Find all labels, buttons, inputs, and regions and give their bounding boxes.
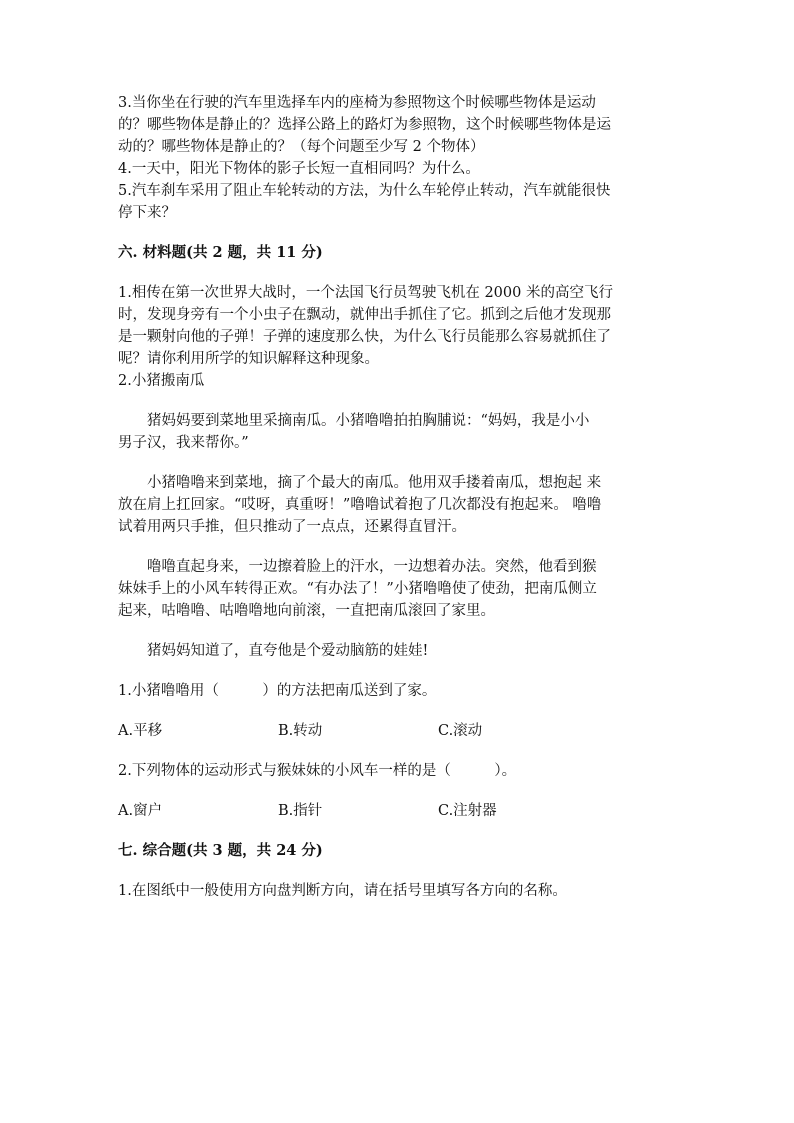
- text-line: 时，发现身旁有一个小虫子在飘动，就伸出手抓住了它。抓到之后他才发现那: [118, 307, 611, 323]
- option-c: C.注射器: [438, 803, 497, 819]
- text-line: 4.一天中，阳光下物体的影子长短一直相同吗？为什么。: [118, 161, 480, 177]
- story-line: 猪妈妈要到菜地里采摘南瓜。小猪噜噜拍拍胸脯说：“妈妈，我是小小: [147, 413, 590, 429]
- text-line: 呢？请你利用所学的知识解释这种现象。: [118, 351, 379, 367]
- section-6-title: 六. 材料题(共 2 题，共 11 分): [118, 244, 323, 261]
- document-page: [118, 92, 678, 902]
- option-b: B.指针: [278, 803, 323, 819]
- text-line: 动的？哪些物体是静止的？（每个问题至少写 2 个物体）: [118, 139, 485, 155]
- sub-question-2-options: [118, 800, 678, 822]
- sub-question-1-options: [118, 720, 678, 742]
- material-question-1: [118, 282, 678, 370]
- story-line: 小猪噜噜来到菜地，摘了个最大的南瓜。他用双手搂着南瓜，想抱起 来: [147, 475, 602, 491]
- story-line: 猪妈妈知道了，直夸他是个爱动脑筋的娃娃!: [147, 643, 429, 659]
- story-text: [118, 392, 678, 662]
- story-line: 妹妹手上的小风车转得正欢。“有办法了！”小猪噜噜使了使劲，把南瓜侧立: [118, 581, 597, 597]
- text-line: 是一颗射向他的子弹！子弹的速度那么快，为什么飞行员能那么容易就抓住了: [118, 329, 611, 345]
- previous-questions: [118, 92, 678, 224]
- material-question-2-title: 2.小猪搬南瓜: [118, 373, 205, 389]
- story-line: 放在肩上扛回家。“哎呀，真重呀！”噜噜试着抱了几次都没有抱起来。 噜噜: [118, 497, 602, 513]
- comprehensive-question-1: 1.在图纸中一般使用方向盘判断方向，请在括号里填写各方向的名称。: [118, 883, 567, 899]
- sub-question-2: 2.下列物体的运动形式与猴妹妹的小风车一样的是（ ）。: [118, 763, 517, 779]
- story-line: 试着用两只手推，但只推动了一点点，还累得直冒汗。: [118, 519, 466, 535]
- sub-question-1: 1.小猪噜噜用（ ）的方法把南瓜送到了家。: [118, 683, 437, 699]
- option-c: C.滚动: [438, 723, 483, 739]
- option-a: A.平移: [118, 723, 163, 739]
- text-line: 5.汽车刹车采用了阻止车轮转动的方法，为什么车轮停止转动，汽车就能很快: [118, 183, 611, 199]
- story-line: 噜噜直起身来，一边擦着脸上的汗水，一边想着办法。突然，他看到猴: [147, 559, 597, 575]
- text-line: 停下来？: [118, 205, 176, 221]
- option-a: A.窗户: [118, 803, 163, 819]
- text-line: 3.当你坐在行驶的汽车里选择车内的座椅为参照物这个时候哪些物体是运动: [118, 95, 596, 111]
- story-line: 起来，咕噜噜、咕噜噜地向前滚，一直把南瓜滚回了家里。: [118, 603, 495, 619]
- text-line: 1.相传在第一次世界大战时，一个法国飞行员驾驶飞机在 2000 米的高空飞行: [118, 285, 613, 301]
- text-line: 的？哪些物体是静止的？选择公路上的路灯为参照物，这个时候哪些物体是运: [118, 117, 611, 133]
- section-7-title: 七. 综合题(共 3 题，共 24 分): [118, 842, 323, 859]
- option-b: B.转动: [278, 723, 323, 739]
- story-line: 男子汉，我来帮你。”: [118, 435, 249, 451]
